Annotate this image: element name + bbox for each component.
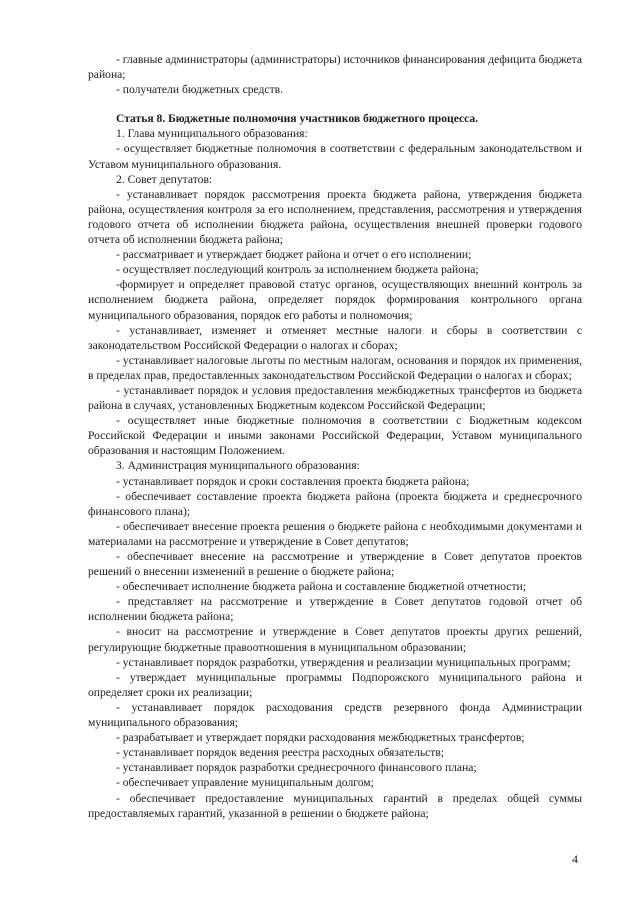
paragraph: - устанавливает, изменяет и отменяет местные налоги и сборы в соответствии с законодательством Российской Федерации о налогах и сборах; [88, 323, 582, 352]
article-heading: Статья 8. Бюджетные полномочия участников бюджетного процесса. [116, 112, 479, 126]
paragraph: - обеспечивает предоставление муниципальных гарантий в пределах общей суммы предоставляемых гарантий, указанной в решении о бюджете района; [88, 791, 582, 820]
paragraph: - осуществляет последующий контроль за исполнением бюджета района; [116, 263, 479, 277]
paragraph: - устанавливает порядок и условия предоставления межбюджетных трансфертов из бюджета района в случаях, установленных Бюджетным кодексом Российской Федерации; [88, 383, 582, 413]
paragraph: - устанавливает порядок рассмотрения проекта бюджета района, утверждения бюджета района, осуществления контроля за его исполнением, представления, рассмотрения и утверждения годового отчета об исполнении бюджета района, осуществления внешней проверки годового отчета об исполнении бюджета района; [88, 187, 582, 247]
paragraph: - главные администраторы (администраторы) источников финансирования дефицита бюджета района; [88, 53, 582, 82]
paragraph: - устанавливает порядок разработки, утверждения и реализации муниципальных программ; [116, 655, 571, 669]
paragraph: - получатели бюджетных средств. [116, 83, 284, 97]
paragraph: - обеспечивает исполнение бюджета района и составление бюджетной отчетности; [116, 580, 526, 594]
paragraph: - вносит на рассмотрение и утверждение в Совет депутатов проекты других решений, регулирующие бюджетные правоотношения в муниципальном образовании; [88, 625, 582, 654]
paragraph: - устанавливает порядок и сроки составления проекта бюджета района; [116, 474, 470, 488]
paragraph: 3. Администрация муниципального образования: [116, 459, 360, 473]
page-number: 4 [572, 852, 578, 866]
paragraph: - представляет на рассмотрение и утверждение в Совет депутатов годовой отчет об исполнении бюджета района; [88, 595, 582, 624]
paragraph: - обеспечивает управление муниципальным долгом; [116, 776, 374, 790]
paragraph: - устанавливает порядок ведения реестра расходных обязательств; [116, 746, 445, 760]
paragraph: - обеспечивает внесение проекта решения о бюджете района с необходимыми документами и материалами на рассмотрение и утверждение в Совет депутатов; [88, 519, 582, 548]
paragraph: -формирует и определяет правовой статус органов, осуществляющих внешний контроль за исполнением бюджета района, определяет порядок формирования контрольного органа муниципального образования, порядок его работы и полномочия; [88, 278, 582, 322]
paragraph: - устанавливает налоговые льготы по местным налогам, основания и порядок их применения, в пределах прав, предоставленных законодательством Российской Федерации о налогах и сборах; [88, 353, 582, 382]
paragraph: - осуществляет бюджетные полномочия в соответствии с федеральным законодательством и Уставом муниципального образования. [88, 142, 582, 171]
paragraph: 2. Совет депутатов: [116, 172, 213, 186]
paragraph: - обеспечивает внесение на рассмотрение и утверждение в Совет депутатов проектов решений о внесении изменений в решение о бюджете района; [88, 550, 582, 579]
paragraph: - осуществляет иные бюджетные полномочия в соответствии с Бюджетным кодексом Российской Федерации и иными законами Российской Федерации, Уставом муниципального образования и настоящим Положением. [88, 414, 582, 458]
paragraph: - рассматривает и утверждает бюджет района и отчет о его исполнении; [116, 248, 472, 262]
paragraph: - утверждает муниципальные программы Подпорожского муниципального района и определяет сроки их реализации; [88, 670, 582, 699]
document-body [88, 52, 582, 821]
paragraph: - разрабатывает и утверждает порядки расходования межбюджетных трансфертов; [116, 731, 525, 745]
paragraph: 1. Глава муниципального образования: [116, 127, 308, 141]
paragraph: - обеспечивает составление проекта бюджета района (проекта бюджета и среднесрочного финансового плана); [88, 489, 582, 518]
paragraph: - устанавливает порядок расходования средств резервного фонда Администрации муниципального образования; [88, 700, 582, 730]
paragraph: - устанавливает порядок разработки среднесрочного финансового плана; [116, 761, 477, 775]
